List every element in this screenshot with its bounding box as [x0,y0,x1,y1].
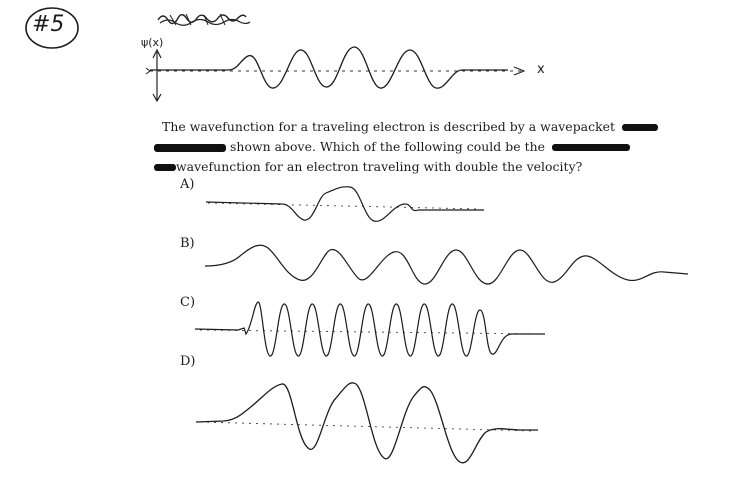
question-line-1-text: The wavefunction for a traveling electron is described by a wavepacket [162,119,616,134]
option-a-label: A) [180,177,195,192]
option-c-label: C) [180,295,196,310]
problem-number: #5 [32,12,65,37]
option-b-label: B) [180,236,195,251]
psi-axis-label: ψ(x) [141,36,164,49]
option-d-label: D) [180,354,196,369]
question-line-2-text: shown above. Which of the following could be the [230,139,546,154]
question-line-3-text: wavefunction for an electron traveling with double the velocity? [176,159,583,174]
x-axis-label: x [537,62,545,77]
